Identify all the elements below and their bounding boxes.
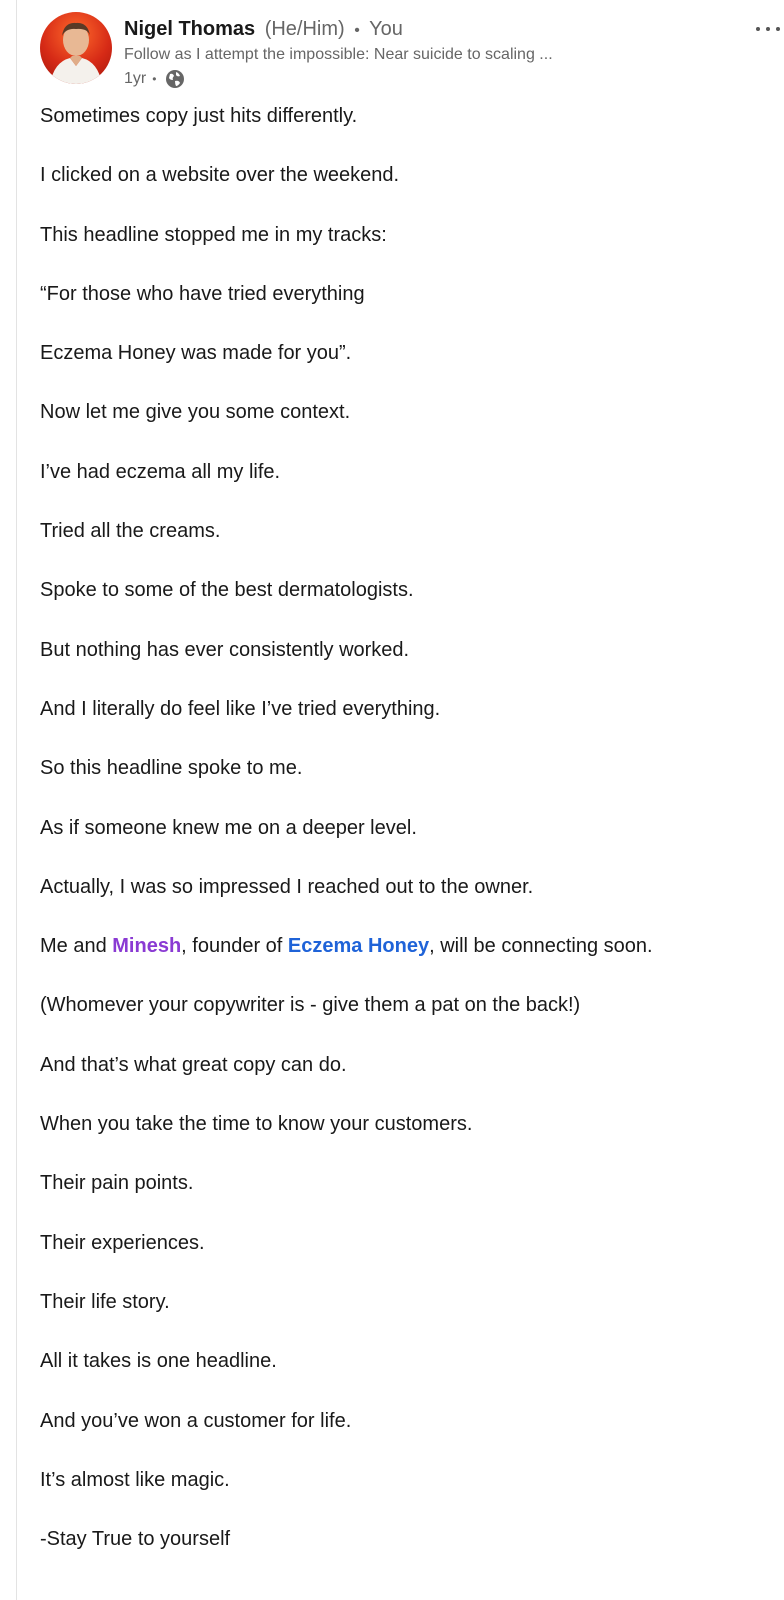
post-line: Tried all the creams. bbox=[40, 520, 221, 543]
post-line: So this headline spoke to me. bbox=[40, 757, 303, 780]
ellipsis-icon bbox=[766, 27, 770, 31]
post-line: Actually, I was so impressed I reached out to the owner. bbox=[40, 875, 534, 898]
separator-dot: • bbox=[354, 22, 360, 39]
post-line: And that’s what great copy can do. bbox=[40, 1053, 347, 1076]
relation-label: You bbox=[369, 18, 403, 40]
post-line: All it takes is one headline. bbox=[40, 1350, 277, 1373]
mention-suffix: , will be connecting soon. bbox=[429, 935, 653, 958]
globe-icon bbox=[164, 68, 186, 90]
post-line: And I literally do feel like I’ve tried everything. bbox=[40, 697, 441, 720]
post-header bbox=[40, 12, 770, 88]
post-line: Their experiences. bbox=[40, 1231, 205, 1254]
post-line: When you take the time to know your customers. bbox=[40, 1113, 473, 1136]
post-line: And you’ve won a customer for life. bbox=[40, 1409, 352, 1432]
mention-prefix: Me and bbox=[40, 935, 113, 958]
post-line: It’s almost like magic. bbox=[40, 1468, 230, 1491]
post-line: This headline stopped me in my tracks: bbox=[40, 223, 387, 246]
author-avatar[interactable] bbox=[40, 12, 112, 84]
post-line: Now let me give you some context. bbox=[40, 401, 351, 424]
post-line: As if someone knew me on a deeper level. bbox=[40, 816, 417, 839]
author-name[interactable]: Nigel Thomas bbox=[124, 18, 256, 40]
mention-line bbox=[40, 931, 760, 990]
post-line: Spoke to some of the best dermatologists. bbox=[40, 579, 414, 602]
post-time: 1yr bbox=[124, 70, 147, 87]
post-line: I’ve had eczema all my life. bbox=[40, 460, 281, 483]
person-mention-link[interactable]: Minesh bbox=[112, 935, 182, 958]
post-line: Their pain points. bbox=[40, 1172, 194, 1195]
post-line: I clicked on a website over the weekend. bbox=[40, 164, 400, 187]
author-headline: Follow as I attempt the impossible: Near suicide to scaling ... bbox=[124, 46, 553, 63]
author-name-line bbox=[124, 16, 403, 42]
author-pronouns: (He/Him) bbox=[264, 18, 345, 40]
company-mention-link[interactable]: Eczema Honey bbox=[287, 935, 430, 958]
post-line: -Stay True to yourself bbox=[40, 1528, 231, 1551]
more-options-button[interactable] bbox=[755, 22, 781, 36]
post-meta bbox=[124, 68, 186, 90]
post-line: (Whomever your copywriter is - give them a pat on the back!) bbox=[40, 994, 581, 1017]
ellipsis-icon bbox=[756, 27, 760, 31]
post-line: Eczema Honey was made for you”. bbox=[40, 342, 352, 365]
separator-dot: • bbox=[152, 72, 157, 86]
post-line: Sometimes copy just hits differently. bbox=[40, 105, 358, 127]
post-body bbox=[40, 101, 760, 1583]
mention-middle: , founder of bbox=[181, 935, 288, 958]
post-line: Their life story. bbox=[40, 1290, 170, 1313]
post-line: But nothing has ever consistently worked. bbox=[40, 638, 410, 661]
person-photo-icon bbox=[40, 12, 112, 84]
post-line: “For those who have tried everything bbox=[40, 282, 365, 305]
ellipsis-icon bbox=[776, 27, 780, 31]
